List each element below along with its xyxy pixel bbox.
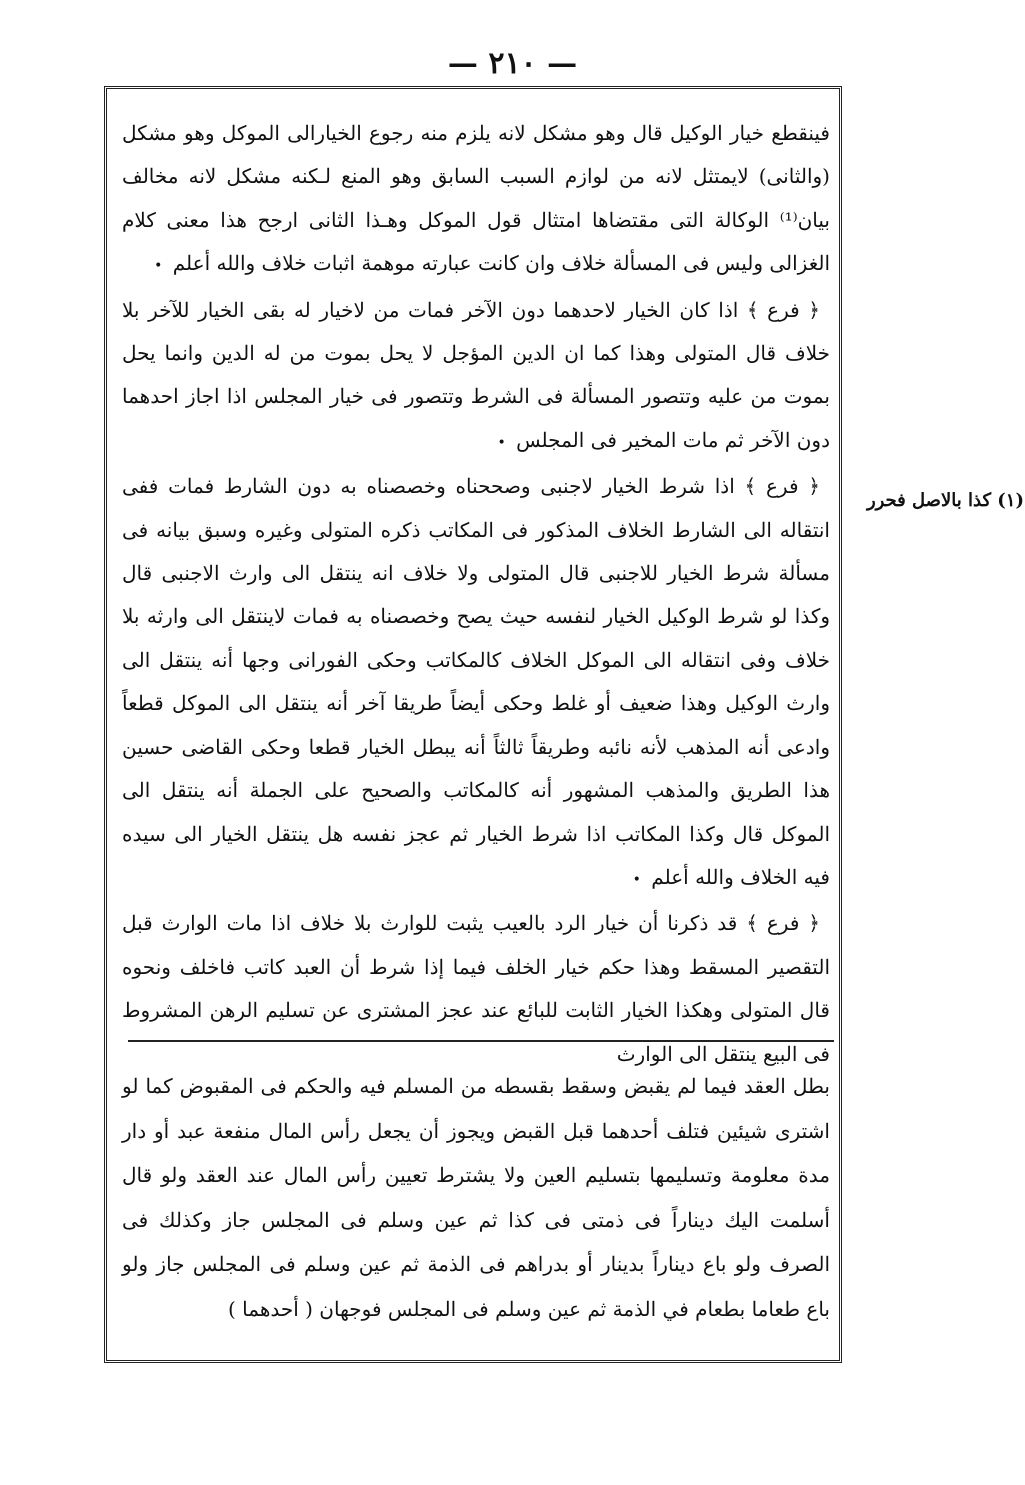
paragraph-1 <box>122 112 830 289</box>
paragraph-1-text: فينقطع خيار الوكيل قال وهو مشكل لانه يلزم منه رجوع الخيارالى الموكل وهو مشكل (والثانى) لايمتثل لانه من لوازم السبب السابق وهو المنع لـكنه مشكل لانه مخالف بيان⁽¹⁾ الوكالة التى مقتضاها امتثال قول الموكل وهـذا الثانى ارجح هذا معنى كلام الغزالى وليس فى المسألة خلاف وان كانت عبارته موهمة اثبات خلاف والله أعلم <box>122 121 830 276</box>
main-text <box>122 112 830 1076</box>
bullet-icon: • <box>497 434 506 451</box>
bullet-icon: • <box>632 871 641 888</box>
footnote-section <box>122 1064 830 1331</box>
paragraph-4 <box>122 902 830 1076</box>
paragraph-4-text: ﴿ فرع ﴾ قد ذكرنا أن خيار الرد بالعيب يثبت للوارث بلا خلاف اذا مات الوارث قبل التقصير المسقط وهذا حكم خيار الخلف فيما إذا شرط أن العبد كاتب فاخلف ونحوه قال المتولى وهكذا الخيار الثابت للبائع عند عجز المشترى عن تسليم الرهن المشروط فى البيع ينتقل الى الوارث <box>122 911 830 1066</box>
paragraph-3 <box>122 465 830 902</box>
footnote-paragraph: بطل العقد فيما لم يقبض وسقط بقسطه من المسلم فيه والحكم فى المقبوض كما لو اشترى شيئين فتلف أحدهما قبل القبض ويجوز أن يجعل رأس المال منفعة عبد أو دار مدة معلومة وتسليمها بتسليم العين ولا يشترط تعيين رأس المال عند العقد ولو قال أسلمت اليك ديناراً فى ذمتى فى كذا ثم عين وسلم فى المجلس جاز وكذلك فى الصرف ولو باع ديناراً بدينار أو بدراهم فى الذمة ثم عين وسلم فى المجلس جاز ولو باع طعاما بطعام في الذمة ثم عين وسلم فى المجلس فوجهان ( أحدهما ) <box>122 1074 830 1321</box>
page-number: — ٢١٠ — <box>447 46 578 81</box>
margin-note: (١) كذا بالاصل فحرر <box>866 490 1024 511</box>
footnote-divider <box>128 1040 834 1042</box>
paragraph-3-text: ﴿ فرع ﴾ اذا شرط الخيار لاجنبى وصححناه وخصصناه به دون الشارط فمات ففى انتقاله الى الشارط الخلاف المذكور فى المكاتب ذكره المتولى وغيره وسبق بيانه فى مسألة شرط الخيار للاجنبى قال المتولى ولا خلاف انه ينتقل الى وارث الاجنبى قال وكذا لو شرط الوكيل الخيار لنفسه حيث يصح وخصصناه به فمات لاينتقل الى وارثه بلا خلاف وفى انتقاله الى الموكل الخلاف كالمكاتب وحكى الفورانى وجها أنه ينتقل الى وارث الوكيل وهذا ضعيف أو غلط وحكى أيضاً طريقا آخر أنه ينتقل الى الموكل قطعاً وادعى أنه المذهب لأنه نائبه وطريقاً ثالثاً أنه يبطل الخيار قطعا وحكى القاضى حسين هذا الطريق والمذهب المشهور أنه كالمكاتب والصحيح على الجملة أنه ينتقل الى الموكل قال وكذا المكاتب اذا شرط الخيار ثم عجز نفسه هل ينتقل الخيار الى سيده فيه الخلاف والله أعلم <box>122 474 830 889</box>
bullet-icon: • <box>154 258 163 275</box>
paragraph-2 <box>122 289 830 466</box>
paragraph-2-text: ﴿ فرع ﴾ اذا كان الخيار لاحدهما دون الآخر فمات من لاخيار له بقى الخيار للآخر بلا خلاف قال المتولى وهذا كما ان الدين المؤجل لا يحل بموت من له الدين وانما يحل بموت من عليه وتتصور المسألة فى الشرط وتتصور فى خيار المجلس اذا اجاز احدهما دون الآخر ثم مات المخير فى المجلس <box>122 297 830 452</box>
